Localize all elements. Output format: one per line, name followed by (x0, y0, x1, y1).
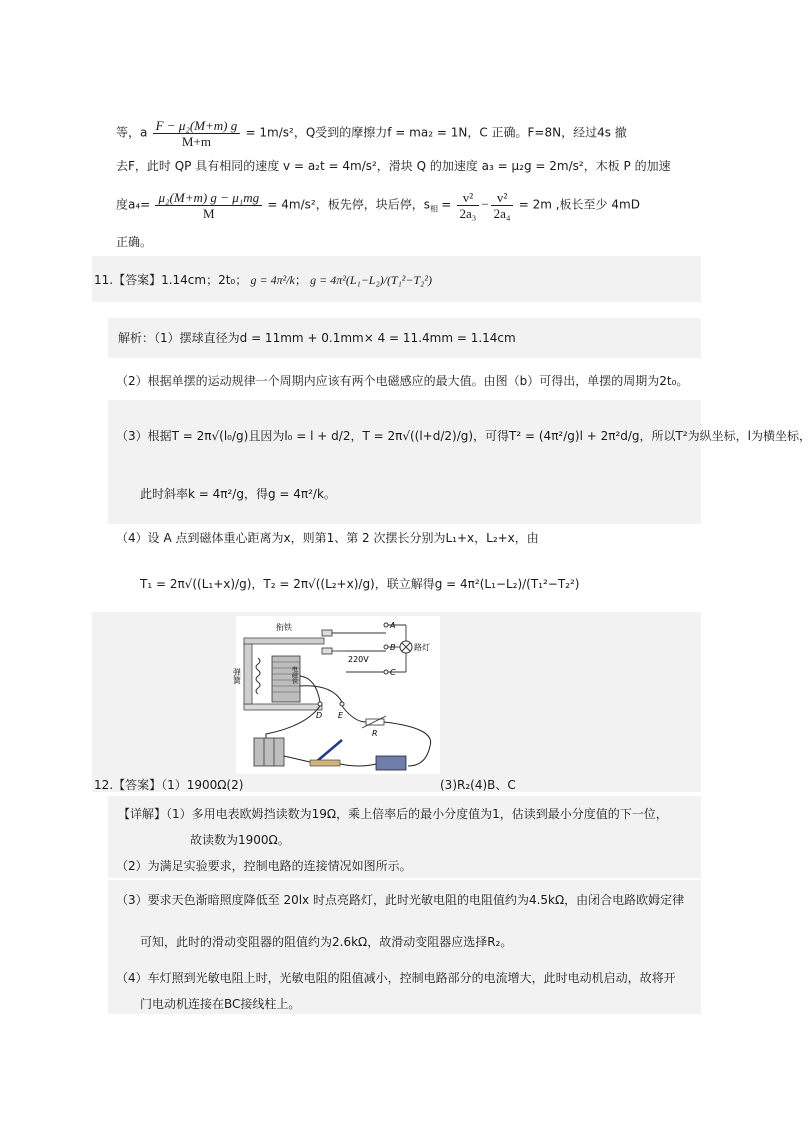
q12-detail-4b: 门电动机连接在BC接线柱上。 (140, 997, 301, 1011)
q11-step-1: 解析：（1）摆球直径为d = 11mm + 0.1mm× 4 = 11.4mm = 1.14cm (118, 331, 516, 345)
label-a: A (390, 621, 396, 630)
p10-fraction-1: $\frac{\text{F − μ₂(M+m) g}}{M+m}$ (153, 118, 241, 149)
label-armature: 衔铁 (276, 623, 292, 632)
p10-line-4: 正确。 (116, 235, 153, 249)
relay-frame (244, 642, 252, 704)
q11-step-4a: （4）设 A 点到磁体重心距离为x，则第1、第 2 次摆长分别为L₁+x，L₂+x，由 (116, 531, 539, 545)
q11-step-4b: T₁ = 2π√((L₁+x)/g)，T₂ = 2π√((L₂+x)/g)，联立解得g = 4π²(L₁−L₂)/(T₁²−T₂²) (140, 577, 580, 591)
label-e: E (338, 711, 344, 720)
label-coil: 电磁铁 (290, 666, 298, 684)
q12-detail-3a: （3）要求天色渐暗照度降低至 20lx 时点亮路灯，此时光敏电阻的电阻值约为4.5kΩ，由闭合电路欧姆定律 (116, 893, 685, 907)
q12-detail-1a: 【详解】（1）多用电表欧姆挡读数为19Ω，乘上倍率后的最小分度值为1，估读到最小分度值的下一位， (118, 807, 668, 821)
label-c: C (390, 668, 396, 677)
p10-line-3: 度a₄= $\frac{\text{μ₂(M+m) g − μ₁mg}}{M}$ = 4m/s²，板先停，块后停，$s_相$ = $\frac{\text{v²}}{\text{2a₃}}$ − $\frac{\text{v²}}{\text{2a₄}}$ = 2m ,板长至少 4mD (116, 190, 640, 221)
q12-detail-1b: 故读数为1900Ω。 (190, 833, 290, 847)
label-voltage: 220V (348, 655, 369, 664)
p10-line-1: 等，a $\frac{\text{F − μ₂(M+m) g}}{M+m}$ = 1m/s²，Q受到的摩擦力f = ma₂ = 1N，C 正确。F=8N，经过4s 撤 (116, 118, 627, 149)
q11-step-3b: 此时斜率k = 4π²/g，得g = 4π²/k。 (140, 487, 336, 501)
q11-step-2: （2）根据单摆的运动规律一个周期内应该有两个电磁感应的最大值。由图（b）可得出，单摆的周期为2t₀。 (116, 374, 689, 388)
armature (244, 638, 324, 644)
q12-detail-4a: （4）车灯照到光敏电阻上时，光敏电阻的阻值减小，控制电路部分的电流增大，此时电动机启动，故将开 (116, 971, 676, 985)
q12-answer-tail: (3)R₂(4)B、C (440, 778, 516, 792)
label-d: D (316, 711, 323, 720)
p10-fraction-4: $\frac{\text{v²}}{\text{2a₄}}$ (491, 190, 514, 221)
q12-detail-2: （2）为满足实验要求，控制电路的连接情况如图所示。 (116, 859, 412, 873)
q11-answer: 11.【答案】1.14cm；2t₀； g = 4π²/k； g = 4π²(L₁−L₂)/(T₁²−T₂²) (94, 273, 432, 287)
q12-detail-3b: 可知，此时的滑动变阻器的阻值约为2.6kΩ，故滑动变阻器应选择R₂。 (140, 935, 513, 949)
p10-line-2: 去F，此时 QP 具有相同的速度 v = a₂t = 4m/s²，滑块 Q 的加速度 a₃ = μ₂g = 2m/s²，木板 P 的加速 (116, 159, 671, 173)
q11-step-3a: （3）根据T = 2π√(l₀/g)且因为l₀ = l + d/2，T = 2π√((l+d/2)/g)，可得T² = (4π²/g)l + 2π²d/g，所以T²为纵坐标，l为横坐标， (116, 429, 811, 443)
base-board (244, 704, 322, 710)
relay-circuit-diagram (232, 616, 440, 774)
battery-icon (254, 738, 284, 766)
label-b: B (390, 643, 396, 652)
slide-rheostat (376, 756, 406, 770)
q11-step3-shade (108, 400, 701, 524)
label-spring: 弹簧 (232, 668, 242, 684)
resistor-r (366, 719, 384, 725)
q12-answer: 12.【答案】（1）1900Ω(2) (94, 778, 244, 792)
label-r: R (372, 729, 378, 738)
p10-fraction-2: $\frac{\text{μ₂(M+m) g − μ₁mg}}{M}$ (155, 190, 262, 221)
p10-fraction-3: $\frac{\text{v²}}{\text{2a₃}}$ (457, 190, 480, 221)
label-lamp: 路灯 (414, 643, 430, 652)
